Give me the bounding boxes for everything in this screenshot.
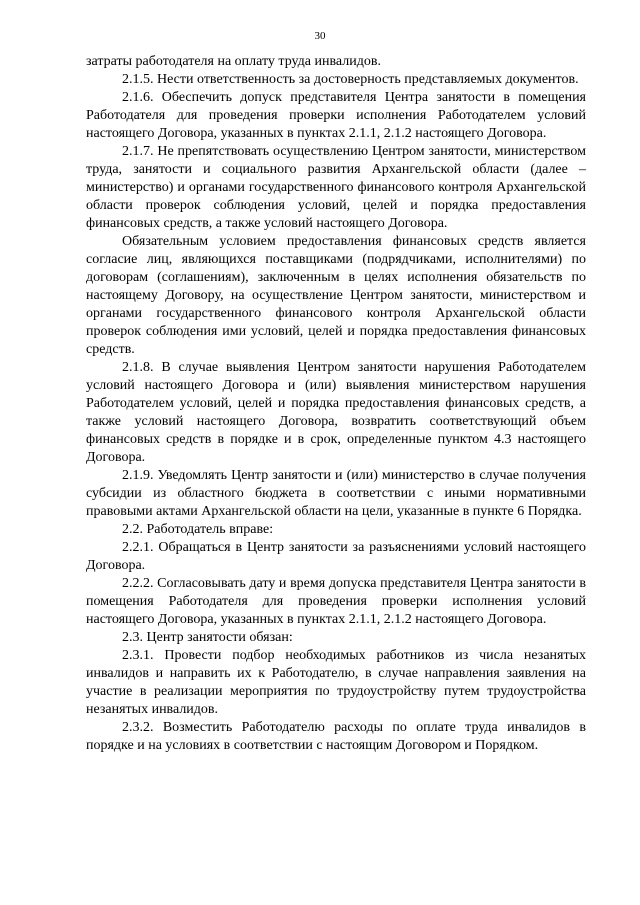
paragraph-2-1-8: 2.1.8. В случае выявления Центром занятости нарушения Работодателем условий настоящего Договора и (или) выявления министерством нарушения Работодателем условий, целей и порядка предоставления финансовых средств, а также условий настоящего Договора, возвратить соответствующий объем финансовых средств в порядке и в срок, определенные пунктом 4.3 настоящего Договора. (86, 360, 586, 465)
section-heading-2-2: 2.2. Работодатель вправе: (122, 522, 274, 537)
paragraph-2-1-5: 2.1.5. Нести ответственность за достоверность представляемых документов. (122, 72, 579, 87)
page-number: 30 (314, 30, 326, 42)
paragraph-2-1-9: 2.1.9. Уведомлять Центр занятости и (или) министерство в случае получения субсидии из областного бюджета в соответствии с иными нормативными правовыми актами Архангельской области на цели, указанные в пункте 6 Порядка. (86, 468, 586, 519)
paragraph-2-3-2: 2.3.2. Возместить Работодателю расходы по оплате труда инвалидов в порядке и на условиях в соответствии с настоящим Договором и Порядком. (86, 720, 586, 753)
document-body (86, 53, 586, 755)
paragraph-2-1-6: 2.1.6. Обеспечить допуск представителя Центра занятости в помещения Работодателя для проведения проверки исполнения Работодателем условий настоящего Договора, указанных в пунктах 2.1.1, 2.1.2 настоящего Договора. (86, 90, 586, 141)
paragraph-2-2-2: 2.2.2. Согласовывать дату и время допуска представителя Центра занятости в помещения Работодателя для проведения проверки исполнения условий настоящего Договора, указанных в пунктах 2.1.1, 2.1.2 настоящего Договора. (86, 576, 586, 627)
paragraph-2-2-1: 2.2.1. Обращаться в Центр занятости за разъяснениями условий настоящего Договора. (86, 540, 586, 573)
section-heading-2-3: 2.3. Центр занятости обязан: (122, 630, 293, 645)
paragraph-2-3-1: 2.3.1. Провести подбор необходимых работников из числа незанятых инвалидов и направить их к Работодателю, в случае направления заявления на участие в реализации мероприятия по трудоустройству путем трудоустройства незанятых инвалидов. (86, 648, 586, 717)
paragraph-mandatory-condition: Обязательным условием предоставления финансовых средств является согласие лиц, являющихся поставщиками (подрядчиками, исполнителями) по договорам (соглашениям), заключенным в целях исполнения обязательств по настоящему Договору, на осуществление Центром занятости, министерством и органами государственного финансового контроля Архангельской области проверок соблюдения ими условий, целей и порядка предоставления финансовых средств. (86, 234, 586, 357)
paragraph-continuation: затраты работодателя на оплату труда инвалидов. (86, 54, 381, 69)
paragraph-2-1-7: 2.1.7. Не препятствовать осуществлению Центром занятости, министерством труда, занятости и социального развития Архангельской области (далее – министерство) и органами государственного финансового контроля Архангельской области проверок соблюдения условий, целей и порядка предоставления финансовых средств, а также условий настоящего Договора. (86, 144, 586, 231)
